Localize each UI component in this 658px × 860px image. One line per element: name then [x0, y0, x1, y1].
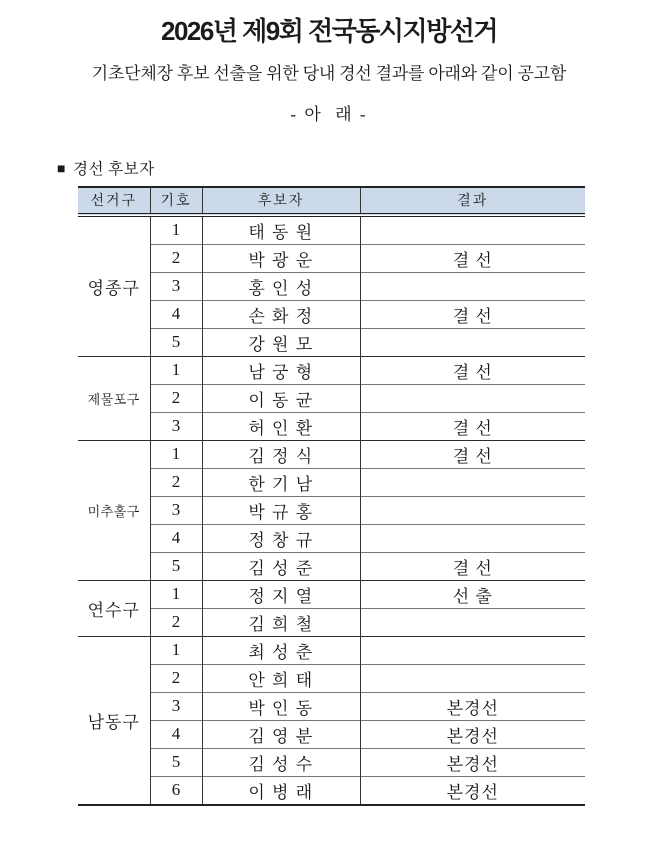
candidate-number-cell: 1: [150, 580, 202, 608]
result-cell: 결 선: [360, 356, 585, 384]
candidate-name-cell: 안 희 태: [202, 664, 360, 692]
candidate-number-cell: 4: [150, 524, 202, 552]
candidate-number-cell: 3: [150, 496, 202, 524]
candidate-number-cell: 5: [150, 552, 202, 580]
table-row: [78, 692, 585, 720]
result-cell: 결 선: [360, 244, 585, 272]
candidate-name-cell: 정 창 규: [202, 524, 360, 552]
candidate-name-cell: 김 희 철: [202, 608, 360, 636]
section-label: 경선 후보자: [72, 160, 155, 178]
table-row: [78, 552, 585, 580]
result-cell: 본경선: [360, 720, 585, 748]
subtitle: 기초단체장 후보 선출을 위한 당내 경선 결과를 아래와 같이 공고함: [91, 63, 567, 83]
candidate-number-cell: 3: [150, 272, 202, 300]
section-heading: [57, 157, 658, 179]
header-number: 기호: [150, 187, 202, 215]
table-row: [78, 412, 585, 440]
candidate-number-cell: 2: [150, 384, 202, 412]
candidate-name-cell: 정 지 열: [202, 580, 360, 608]
district-cell: 연수구: [78, 580, 150, 636]
candidate-name-cell: 박 광 운: [202, 244, 360, 272]
table-row: [78, 384, 585, 412]
result-cell: [360, 636, 585, 664]
candidate-number-cell: 1: [150, 440, 202, 468]
candidate-name-cell: 최 성 춘: [202, 636, 360, 664]
header-result: 결과: [360, 187, 585, 215]
table-row: [78, 524, 585, 552]
candidate-number-cell: 2: [150, 468, 202, 496]
result-cell: [360, 272, 585, 300]
district-cell: 영종구: [78, 215, 150, 357]
candidate-number-cell: 5: [150, 328, 202, 356]
result-cell: [360, 496, 585, 524]
result-cell: 본경선: [360, 748, 585, 776]
candidate-name-cell: 홍 인 성: [202, 272, 360, 300]
candidate-name-cell: 남 궁 형: [202, 356, 360, 384]
result-cell: 본경선: [360, 692, 585, 720]
candidate-name-cell: 김 성 수: [202, 748, 360, 776]
table-row: [78, 776, 585, 805]
candidate-name-cell: 손 화 정: [202, 300, 360, 328]
result-cell: [360, 328, 585, 356]
candidate-name-cell: 이 동 균: [202, 384, 360, 412]
candidates-tbody: [78, 215, 585, 805]
table-row: [78, 720, 585, 748]
table-row: [78, 664, 585, 692]
square-bullet-icon: ■: [57, 161, 66, 177]
candidate-name-cell: 김 정 식: [202, 440, 360, 468]
candidate-name-cell: 김 성 준: [202, 552, 360, 580]
candidate-name-cell: 허 인 환: [202, 412, 360, 440]
table-row: [78, 440, 585, 468]
district-cell: 제물포구: [78, 356, 150, 440]
table-row: [78, 356, 585, 384]
candidate-number-cell: 1: [150, 356, 202, 384]
table-row: [78, 468, 585, 496]
district-cell: 미추홀구: [78, 440, 150, 580]
candidate-name-cell: 김 영 분: [202, 720, 360, 748]
candidate-name-cell: 한 기 남: [202, 468, 360, 496]
candidate-number-cell: 4: [150, 300, 202, 328]
candidate-number-cell: 4: [150, 720, 202, 748]
table-row: [78, 636, 585, 664]
table-row: [78, 496, 585, 524]
result-cell: [360, 215, 585, 245]
table-row: [78, 748, 585, 776]
below-marker: - 아 래 -: [290, 104, 368, 124]
header-district: 선거구: [78, 187, 150, 215]
table-header: [78, 187, 585, 215]
candidate-number-cell: 3: [150, 412, 202, 440]
candidates-table: [78, 186, 585, 806]
table-row: [78, 215, 585, 245]
candidate-name-cell: 박 인 동: [202, 692, 360, 720]
result-cell: [360, 608, 585, 636]
candidate-name-cell: 강 원 모: [202, 328, 360, 356]
candidate-name-cell: 태 동 원: [202, 215, 360, 245]
result-cell: 결 선: [360, 300, 585, 328]
announcement-page: [0, 17, 658, 806]
result-cell: [360, 468, 585, 496]
table-row: [78, 608, 585, 636]
header-row: [78, 187, 585, 215]
result-cell: [360, 524, 585, 552]
table-row: [78, 300, 585, 328]
table-row: [78, 244, 585, 272]
result-cell: [360, 664, 585, 692]
result-cell: 결 선: [360, 552, 585, 580]
candidate-name-cell: 박 규 홍: [202, 496, 360, 524]
candidate-number-cell: 2: [150, 608, 202, 636]
result-cell: 선 출: [360, 580, 585, 608]
candidate-number-cell: 6: [150, 776, 202, 805]
result-cell: 본경선: [360, 776, 585, 805]
table-row: [78, 272, 585, 300]
candidate-number-cell: 2: [150, 664, 202, 692]
result-cell: 결 선: [360, 412, 585, 440]
candidate-name-cell: 이 병 래: [202, 776, 360, 805]
candidate-number-cell: 1: [150, 215, 202, 245]
result-cell: 결 선: [360, 440, 585, 468]
result-cell: [360, 384, 585, 412]
table-row: [78, 328, 585, 356]
district-cell: 남동구: [78, 636, 150, 805]
page-title: 2026년 제9회 전국동시지방선거: [160, 16, 498, 46]
candidate-number-cell: 2: [150, 244, 202, 272]
candidate-number-cell: 3: [150, 692, 202, 720]
table-row: [78, 580, 585, 608]
candidate-number-cell: 1: [150, 636, 202, 664]
candidate-number-cell: 5: [150, 748, 202, 776]
header-candidate: 후보자: [202, 187, 360, 215]
